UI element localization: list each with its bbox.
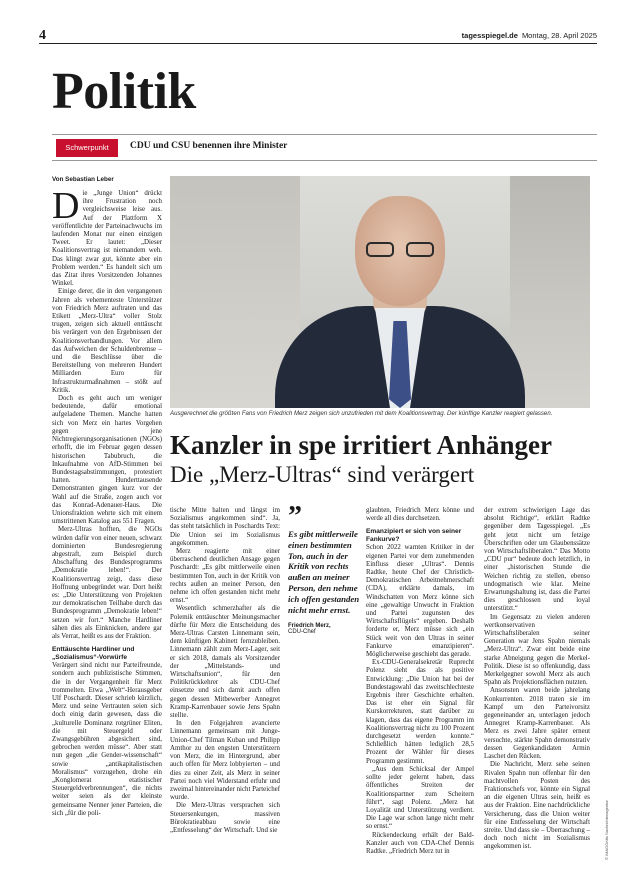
paragraph: Die Merz-Ultras versprachen sich Steuersenkungen, massiven Bürokratieabbau sowie eine „Entfesselung“ der Wirtschaft. Und sie (170, 802, 280, 834)
paragraph: Einige derer, die in den vergangenen Jahren als vehementeste Unterstützer von Friedrich Merz auftraten und das Etikett „Merz-Ultra“ voller Stolz trugen, zeigen sich aktuell enttäuscht bis verärgert von den Ergebnissen der Koalitionsverhandlungen. Vor allem das Aufweichen der Schuldenbremse – und die Beschlüsse über die Bereitstellung von mehreren Hundert Milliarden Euro für Infrastrukturmaßnahmen – stößt auf Kritik. (52, 288, 162, 394)
photo-credit-text: © IMAGO/dts Nachrichtenagentur (604, 800, 609, 860)
rubric-topic: CDU und CSU benennen ihre Minister (130, 141, 288, 151)
photo-credit (604, 760, 610, 860)
drop-cap: D (52, 190, 80, 227)
paragraph: Merz-Ultras hofften, die NGOs würden dafür von einer neuen, schwarz dominierten Bundesregierung abgestraft, zum Beispiel durch Abschaffung des Bundesprogramms „Demokratie leben!“. Der Koalitionsvertrag zeigt, dass diese Hoffnung unbegründet war. Dort heißt es: „Die Unterstützung von Projekten zur demokratischen Teilhabe durch das Bundesprogramm „Demokratie leben!“ setzen wir fort.“ Manche Hardliner sähen dies als Einknicken, andere gar als Verrat, heißt es aus der Fraktion. (52, 526, 162, 640)
article-column-4 (484, 507, 590, 868)
paragraph: Die Nachricht, Merz sehe seinen Rivalen Spahn nun offenbar für den machtvollen Posten des Fraktionschefs vor, könnte ein Signal an die eigenen Ultras sein, heißt es aus der Fraktion. Eine nachdrückliche Versicherung, dass die Union weiter für eine Entfesselung der Wirtschaft streite. Und dass sie – Überraschung – doch noch nicht im Sozialismus angekommen ist. (484, 761, 590, 851)
quote-role: CDU-Chef (288, 629, 316, 636)
article-column-3 (366, 507, 474, 868)
photo-caption: Ausgerechnet die größten Fans von Friedrich Merz zeigen sich unzufrieden mit dem Koalitionsvertrag. Der künftige Kanzler reagiert gelassen. (170, 410, 553, 417)
section-title: Politik (52, 63, 196, 120)
subheading: Enttäuschte Hardliner und „Sozialismus“-Vorwürfe (52, 646, 135, 662)
paragraph: Ansonsten waren beide jahrelang Konkurrenten. 2018 traten sie im Kampf um den Parteivorsitz gegeneinander an, unterlagen jedoch Annegret Kramp-Karrenbauer. Als Merz es zwei Jahre später erneut versuchte, stärkte Spahn demonstrativ dessen Gegenkandidaten Armin Laschet den Rücken. (484, 687, 590, 761)
rubric-label: Schwerpunkt (56, 139, 118, 157)
rubric-bar (52, 134, 597, 161)
article-column-1 (52, 190, 162, 868)
article-column-2 (170, 507, 280, 868)
header-info (462, 31, 597, 40)
page-header (39, 30, 597, 44)
quote-text: Es gibt mittlerweile einen bestimmten Ton, auch in der Kritik von rechts außen an meiner Person, den nehme ich offen gestanden nicht mehr ernst. (288, 529, 360, 615)
subheadline: Die „Merz-Ultras“ sind verärgert (170, 462, 475, 487)
quote-mark: ” (288, 501, 302, 532)
publication-name[interactable]: tagesspiegel.de (461, 31, 518, 40)
paragraph: Doch es geht auch um weniger bedeutende, dafür emotional aufgeladene Themen. Manche hatten sich von Merz ein hartes Vorgehen gegen jene Nichtregierungsorganisationen (NGOs) erhofft, die im Februar gegen dessen historischen Tabubruch, die Inkaufnahme von AfD-Stimmen bei Bundestagsabstimmungen, protestiert hatten. Hunderttausende Demonstranten gingen kurz vor der Wahl auf die Straße, zogen auch vor das Konrad-Adenauer-Haus. Die Unionsfraktion wehrte sich mit einem umstrittenen Katalog aus 551 Fragen. (52, 395, 162, 526)
paragraph: Rückendeckung erhält der Bald-Kanzler auch von CDA-Chef Dennis Radtke. „Friedrich Merz tut in (366, 831, 474, 855)
byline: Von Sebastian Leber (52, 176, 114, 183)
paragraph: Wesentlich schmerzhafter als die Polemik enttäuschter Meinungsmacher dürfte für Merz die Entscheidung des Merz-Ultras Carsten Linnemann sein, dem künftigen Kabinett fernzubleiben. Linnemann zählt zum Merz-Lager, seit er sich 2018, damals als Vorsitzender der „Mittelstands- und Wirtschaftsunion“, für den Politikrückkehrer als CDU-Chef einsetzte und sich damit auch offen gegen dessen Mitbewerber Annegret Kramp-Karrenbauer sowie Jens Spahn stellte. (170, 605, 280, 720)
paragraph: glaubten, Friedrich Merz könne und werde all dies durchsetzen. (366, 507, 474, 523)
paragraph: „Aus dem Schicksal der Ampel sollte jeder gelernt haben, dass öffentliches Streiten der Koalitionspartner zum Scheitern führt“, sagt Polenz. „Merz hat Loyalität und Unterstützung verdient. Die Lage war schon lange nicht mehr so ernst.“ (366, 765, 474, 831)
article-photo (170, 176, 590, 408)
subheading: Emanzipiert er sich von seiner Fankurve? (366, 528, 462, 544)
paragraph: Ex-CDU-Generalsekretär Ruprecht Polenz sieht das als positive Entwicklung: „Die Union hat bei der Bundestagswahl das zweitschlechteste Ergebnis ihrer Geschichte erhalten. Das ist eher ein Signal für Kurskorrekturen, statt darüber zu klagen, dass das eigene Programm im Koalitionsvertrag nicht zu 100 Prozent durchgesetzt werden konnte.“ Schließlich hätten lediglich 28,5 Prozent der Wähler für dieses Programm gestimmt. (366, 659, 474, 765)
paragraph: der extrem schwierigen Lage das absolut Richtige“, erklärt Radtke gegenüber dem Tagesspiegel. „Es geht jetzt nicht um fetzige Überschriften oder um Glaubenssätze von Wirtschaftsliberalen.“ Das Motto „CDU pur“ bedeute doch letztlich, in einer „historischen Stunde die Weichen richtig zu stellen, ebenso undogmatisch wie klar. Meine Erwartungshaltung ist, dass die Partei dies geschlossen und loyal unterstützt.“ (484, 507, 590, 613)
quote-author: Friedrich Merz, (288, 623, 331, 630)
paragraph: Im Gegensatz zu vielen anderen wertkonservativen Wirtschaftsliberalen seiner Generation war Jens Spahn niemals „Merz-Ultra“. Zwar eint beide eine starke Abneigung gegen die Merkel-Politik. Diese ist so offenkundig, dass Merkelgegner sowohl Merz als auch Spahn als Projektionsflächen nutzten. (484, 613, 590, 687)
paragraph: In den Folgejahren avancierte Linnemann gemeinsam mit Junge-Union-Chef Tilman Kuban und Philipp Amthor zu den engsten Unterstützern von Merz, die im Hintergrund, aber auch offen für Merz lobbyierten – und dies zu einer Zeit, als Merz in seiner Partei noch viel Widerstand erfuhr und zweimal hintereinander nicht Parteichef wurde. (170, 720, 280, 802)
issue-date: Montag, 28. April 2025 (521, 31, 597, 40)
headline: Kanzler in spe irritiert Anhänger (170, 430, 552, 460)
paragraph: ie „Junge Union“ drückt ihre Frustration noch vergleichsweise leise aus. Auf der Plattform X veröffentlichte der Parteinachwuchs im laufenden Monat nur einen einzigen Tweet. Er lautet: „Dieser Koalitionsvertrag ist niemandem weh. Das klingt zwar gut, könnte aber ein Problem werden.“ Es handelt sich um das Zitat ihres Vorsitzenden Johannes Winkel. (52, 190, 162, 288)
paragraph: tische Mitte halten und längst im Sozialismus angekommen sind“. Ja, das steht tatsächlich in Poschardts Text: Die Union sei im Sozialismus angekommen. (170, 507, 280, 547)
paragraph: Schon 2022 warnten Kritiker in der eigenen Partei vor dem zunehmenden Einfluss dieser „Ultras“. Dennis Radtke, heute Chef der Christlich-Demokratischen Arbeitnehmerschaft (CDA), erklärte damals, im Windschatten von Merz könne sich eine „gewaltige Unwucht in Fraktion und Partei zugunsten des Wirtschaftsflügels“ ergeben. Deshalb forderte er, Merz müsse sich „ein Stück weit von den Ultras in seiner Fankurve emanzipieren“. Möglicherweise geschieht das gerade. (366, 544, 474, 659)
paragraph: Verärgert sind nicht nur Parteifreunde, sondern auch publizistische Stimmen, die in der Vergangenheit für Merz trommelten. Etwa „Welt“-Herausgeber Ulf Poschardt. Dieser schrieb kürzlich, Merz und seine Vertrauten seien sich doch einig darin gewesen, dass die „kulturelle Dominanz rotgrüner Eliten, die mit Steuergeld oder Zwangsgebühren abgesichert sind, gebrochen werden müsse“. Aber statt nun gegen „die Gender-wissenschaft“ sowie „antikapitalistischen Moralismus“ vorzugehen, drohe ein „Konglomerat etatistischer Steuergeldverbrennungen“, die nichts weiter seien als der kleinste gemeinsame Nenner jener Parteien, die sich „für die poli- (52, 662, 162, 817)
pull-quote (288, 501, 360, 636)
page-number: 4 (39, 28, 46, 43)
paragraph: Merz reagierte mit einer überraschend deutlichen Ansage gegen Poschardt: „Es gibt mittlerweile einen bestimmten Ton, auch in der Kritik von rechts außen an meiner Person, den nehme ich offen gestanden nicht mehr ernst.“ (170, 548, 280, 605)
